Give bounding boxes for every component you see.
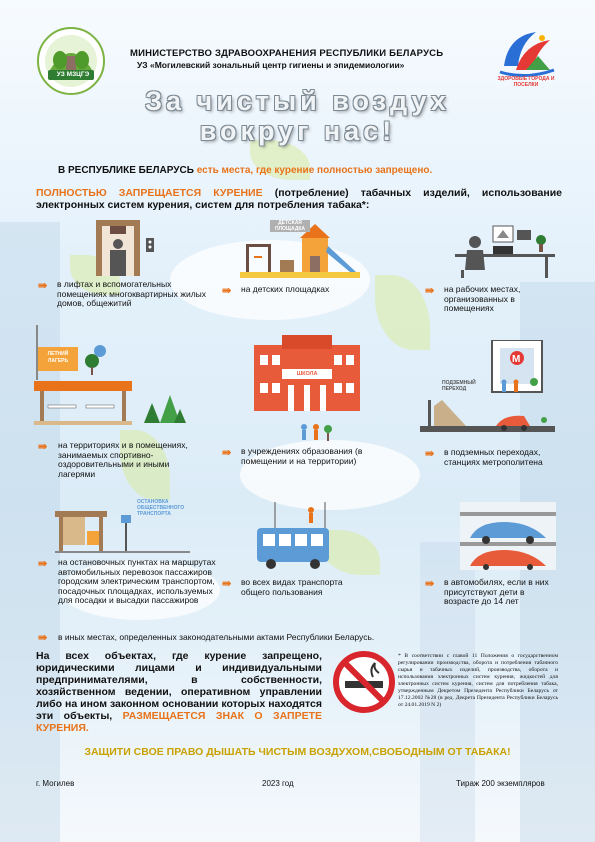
intro-part-1: В РЕСПУБЛИКЕ БЕЛАРУСЬ [58,165,197,176]
arrow-right-icon: ⇛ [425,285,435,297]
school-label: ШКОЛА [296,371,318,377]
underground-illustration [420,340,555,440]
forbidden-rest: (потребление) табачных изделий, использование электронных систем курения, систем для потребления табака*: [36,187,562,211]
forbidden-heading [36,187,562,211]
other-places-caption: в иных местах, определенных законодательными актами Республики Беларусь. [58,632,375,642]
footer-city: г. Могилев [36,779,75,788]
bus-icon [255,502,355,572]
arrow-right-icon: ⇛ [38,558,48,570]
svg-text:М: М [512,354,521,365]
bg-leaf [375,275,430,350]
arrow-right-icon: ⇛ [222,447,232,459]
workplace-icon [455,224,555,278]
ministry-name: МИНИСТЕРСТВО ЗДРАВООХРАНЕНИЯ РЕСПУБЛИКИ БЕЛАРУСЬ [130,48,444,59]
arrow-right-icon: ⇛ [425,578,435,590]
arrow-right-icon: ⇛ [425,448,435,460]
place-caption-bus-stops: на остановочных пунктах на маршрутах автомобильных перевозок пассажиров городским электрическим транспортом, посадочных площадках, используемых для посадки и высадки пассажиров [58,557,216,605]
car-icon [460,502,556,570]
footer-year: 2023 год [262,779,294,788]
place-caption-playgrounds: на детских площадках [241,284,330,294]
school-icon [252,335,364,443]
left-logo-text: УЗ МЗЦГЭ [56,71,90,78]
center-name: УЗ «Могилевский зональный центр гигиены и эпидемиологии» [137,60,405,70]
healthy-cities-logo-icon [496,26,556,78]
forbidden-highlight: ПОЛНОСТЬЮ ЗАПРЕЩАЕТСЯ КУРЕНИЕ [36,187,263,199]
place-caption-cars: в автомобилях, если в них присутствуют дети в возрасте до 14 лет [444,577,549,606]
no-smoking-sign [333,651,395,713]
underground-label: ПОДЗЕМНЫЙ ПЕРЕХОД [442,380,476,392]
car-illustration [460,502,556,570]
intro-part-2: есть места, где курение полностью запрещено. [196,165,433,176]
bus-stop-illustration [55,495,190,553]
sign-requirement-text [36,650,322,734]
public-transport-illustration [255,502,355,572]
healthy-cities-logo [496,26,556,92]
arrow-right-icon: ⇛ [38,280,48,292]
camp-icon [34,325,194,440]
place-caption-workplaces: на рабочих местах, организованных в помещениях [444,284,521,313]
legal-footnote: * В соответствии с главой 11 Положения о государственном регулировании производства, оборота и потребления табачного сырья и табачных изделий, производства, оборота и использования электронных систем курения, жидкостей для электронных систем курения, систем для потребления табака, утвержденным Декретом Президента Республики Беларусь от 17.12.2002 №28 (в ред. Декрета Президента Республики Беларусь от 24.01.2019 N 2) [398,653,558,708]
place-caption-schools: в учреждениях образования (в помещении и на территории) [241,446,363,466]
playground-label: ДЕТСКАЯ ПЛОЩАДКА [270,220,310,232]
title-line-1: За чистый воздух [145,86,450,116]
arrow-right-icon: ⇛ [38,441,48,453]
school-illustration [252,335,364,443]
elevator-icon [92,216,160,276]
place-caption-underground: в подземных переходах, станциях метрополитена [444,447,543,467]
arrow-right-icon: ⇛ [222,578,232,590]
camp-illustration [34,325,194,440]
bus-stop-label: ОСТАНОВКА ОБЩЕСТВЕННОГО ТРАНСПОРТА [137,499,185,517]
slogan: ЗАЩИТИ СВОЕ ПРАВО ДЫШАТЬ ЧИСТЫМ ВОЗДУХОМ,СВОБОДНЫМ ОТ ТАБАКА! [84,746,511,758]
no-smoking-icon [333,651,395,713]
camp-label: ЛЕТНИЙ ЛАГЕРЬ [47,351,69,364]
footer-circulation: Тираж 200 экземпляров [456,779,545,788]
arrow-right-icon: ⇛ [38,632,48,644]
workplace-illustration [455,224,555,278]
sign-requirement-body: На всех объектах, где курение запрещено, юридическими лицами и индивидуальными предпринимателями, в собственности, хозяйственном ведении, оперативном управлении либо на ином законном основании которых находятся эти объекты, [36,650,322,722]
playground-illustration [240,216,360,278]
place-caption-camps: на территориях и в помещениях, занимаемых спортивно-оздоровительными и иными лагерями [58,440,188,479]
right-logo-text: ЗДОРОВЫЕ ГОРОДА И ПОСЕЛКИ [497,76,555,88]
arrow-right-icon: ⇛ [222,285,232,297]
sign-requirement-highlight: РАЗМЕЩАЕТСЯ ЗНАК О ЗАПРЕТЕ КУРЕНИЯ. [36,710,323,734]
intro-text [58,165,432,176]
title-line-2: вокруг нас! [199,116,396,146]
place-caption-public-transport: во всех видах транспорта общего пользования [241,577,343,597]
elevator-illustration [92,216,160,276]
place-caption-elevators: в лифтах и вспомогательных помещениях многоквартирных жилых домов, общежитий [57,279,207,308]
